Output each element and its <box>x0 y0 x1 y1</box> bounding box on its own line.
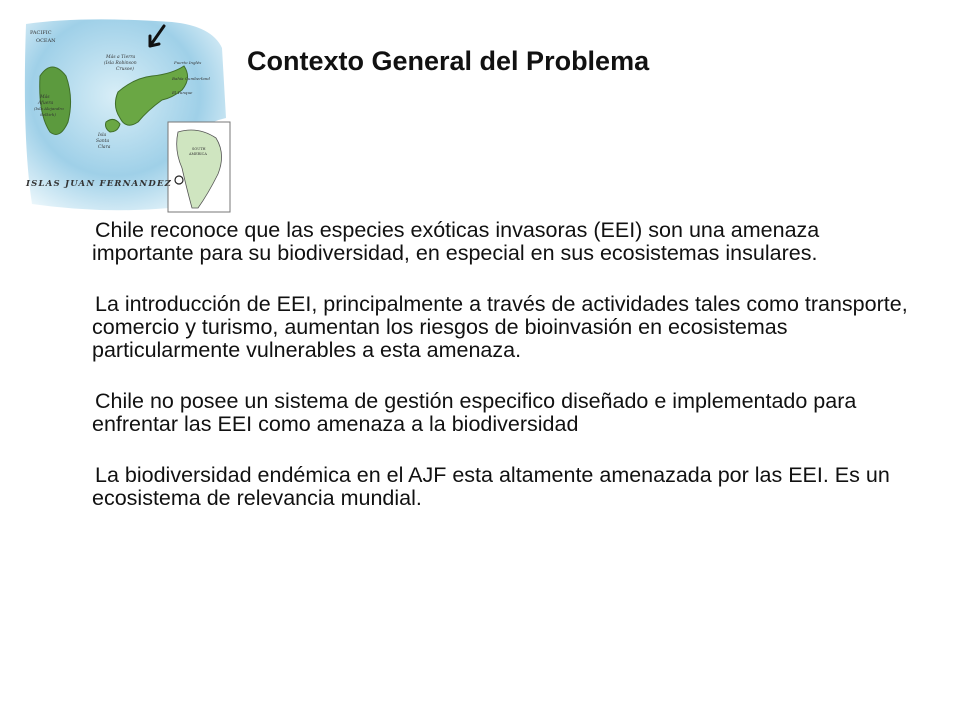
map-label-pacific: PACIFIC <box>30 30 52 36</box>
paragraph-1: Chile reconoce que las especies exóticas invasoras (EEI) son una amenaza importante para su biodiversidad, en especial en sus ecosistemas insulares. <box>92 218 820 265</box>
map-label-mas-afuera-c: (Isla Alejandro <box>34 106 64 111</box>
map-label-el-yunque: El Yunque <box>172 90 193 95</box>
map-label-mas-a-tierra: Más a Tierra <box>106 55 136 60</box>
map-label-bahia-cumberland: Bahía Cumberland <box>172 76 210 81</box>
map-illustration <box>22 18 234 218</box>
map-label-mas-afuera: Más <box>40 95 50 100</box>
paragraph-3: Chile no posee un sistema de gestión especifico diseñado e implementado para enfrentar las EEI como amenaza a la biodiversidad <box>92 389 857 436</box>
map-caption: ISLAS JUAN FERNANDEZ <box>26 179 173 189</box>
slide-title: Contexto General del Problema <box>247 46 650 76</box>
slide-body <box>92 219 922 538</box>
map-label-puerto-ingles: Puerto Inglés <box>174 60 202 65</box>
map-label-mas-afuera-d: Selkirk) <box>40 112 56 117</box>
map-label-mas-a-tierra-c: Crusoe) <box>116 67 134 72</box>
paragraph-2: La introducción de EEI, principalmente a través de actividades tales como transporte, comercio y turismo, aumentan los riesgos de bioinvasión en ecosistemas particularmente vulnerables a esta amenaza. <box>92 292 908 362</box>
map-label-santa-clara-c: Clara <box>98 145 111 150</box>
map-label-mas-afuera-b: Afuera <box>38 101 54 106</box>
map-label-ocean: OCEAN <box>36 38 56 44</box>
map-label-mas-a-tierra-b: (Isla Robinson <box>104 61 137 66</box>
map-label-santa-clara: Isla <box>98 133 107 138</box>
map-label-santa-clara-b: Santa <box>96 139 110 144</box>
map-label-south: SOUTH <box>192 147 206 151</box>
juan-fernandez-map-image <box>22 18 234 218</box>
paragraph-4: La biodiversidad endémica en el AJF esta altamente amenazada por las EEI. Es un ecosistema de relevancia mundial. <box>92 463 890 510</box>
map-label-america: AMERICA <box>189 152 207 156</box>
